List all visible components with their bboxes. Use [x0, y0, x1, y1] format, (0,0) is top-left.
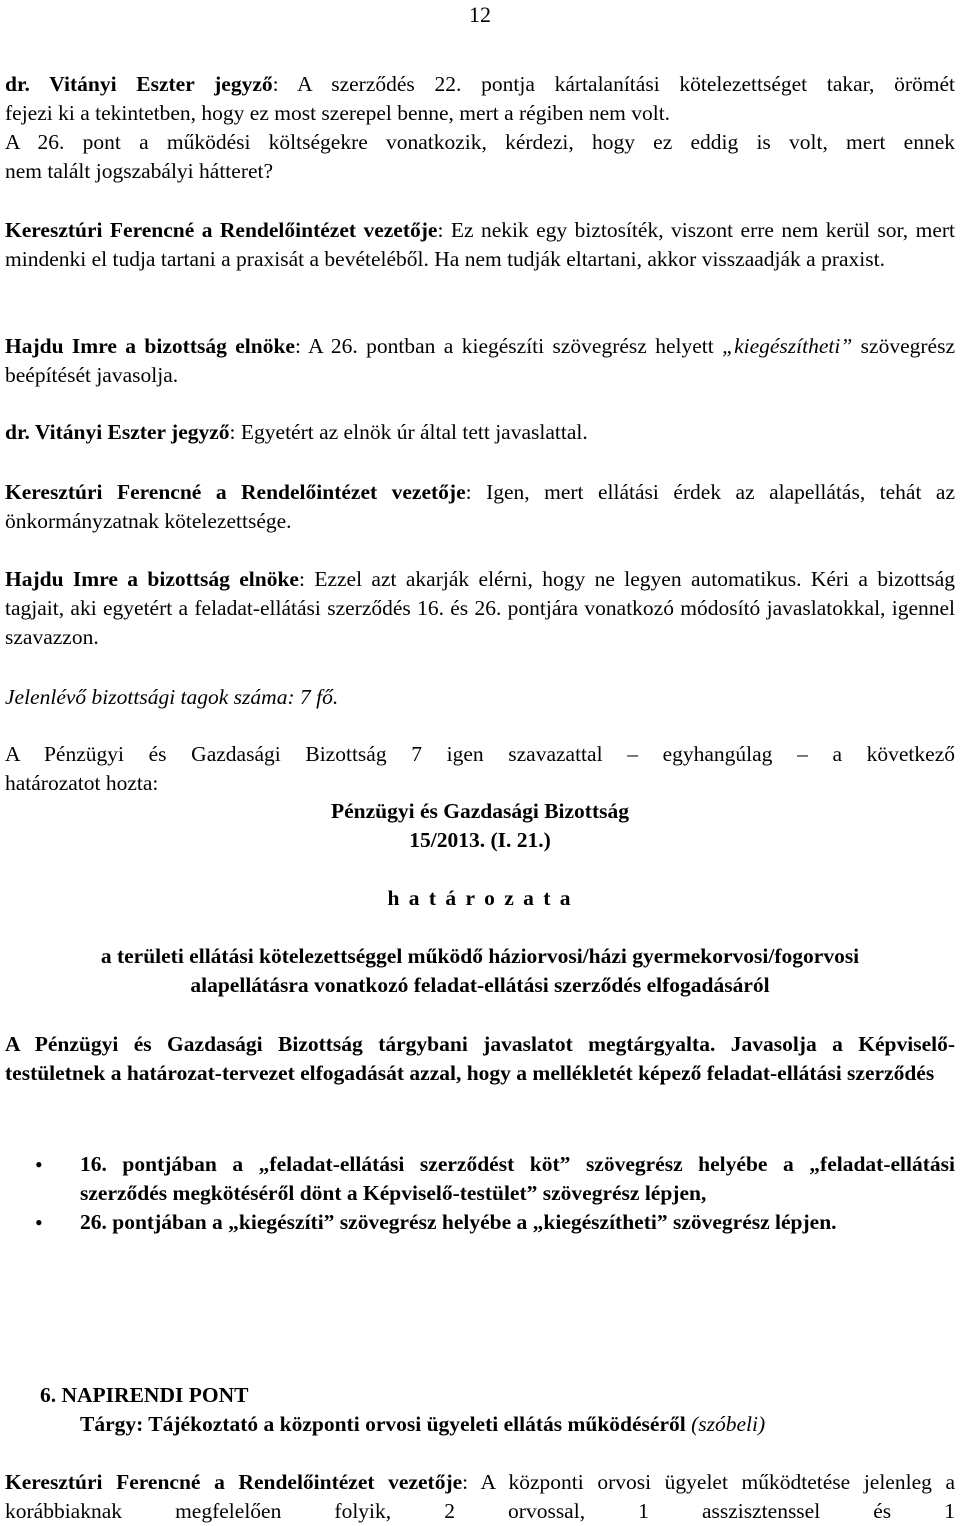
resolution-bullet-1: 16. pontjában a „feladat-ellátási szerződést köt” szövegrész helyébe a „feladat-ellátási szerződés megkötéséről dönt a Képviselő-testület” szövegrész lépjen,: [80, 1152, 955, 1205]
speaker-name: dr. Vitányi Eszter jegyző: [5, 72, 273, 96]
speaker-name: dr. Vitányi Eszter jegyző: [5, 420, 230, 444]
speaker-name: Keresztúri Ferencné a Rendelőintézet vezetője: [5, 480, 466, 504]
speaker-name: Keresztúri Ferencné a Rendelőintézet vezetője: [5, 218, 438, 242]
quoted-term: „kiegészítheti”: [722, 334, 853, 358]
resolution-body: A Pénzügyi és Gazdasági Bizottság tárgybani javaslatot megtárgyalta. Javasolja a Képviselő-testületnek a határozat-tervezet elfogadását azzal, hogy a mellékletét képező feladat-ellátási szerződés: [5, 1032, 955, 1085]
paragraph-director-2: Keresztúri Ferencné a Rendelőintézet vezetője: Igen, mert ellátási érdek az alapellátás, tehát az önkormányzatnak kötelezettsége.: [5, 480, 956, 533]
bullet-icon: •: [35, 1210, 43, 1235]
paragraph-notary-1: dr. Vitányi Eszter jegyző: A szerződés 22. pontja kártalanítási kötelezettséget takar, örömét fejezi ki a tekintetben, hogy ez most szerepel benne, mert a régiben nem volt. A 26. pont a működési költségekre vonatkozik, kérdezi, hogy ez eddig is volt, mert ennek nem talált jogszabályi hátteret?: [5, 72, 955, 183]
paragraph-director-1: Keresztúri Ferencné a Rendelőintézet vezetője: Ez nekik egy biztosíték, viszont erre nem kerül sor, mert mindenki el tudja tartani a praxisát a bevételéből. Ha nem tudják eltartani, akkor visszaadják a praxist.: [5, 218, 956, 271]
present-members: Jelenlévő bizottsági tagok száma: 7 fő.: [5, 685, 339, 709]
paragraph-chair-1: Hajdu Imre a bizottság elnöke: A 26. pontban a kiegészíti szövegrész helyett „kiegészítheti” szövegrész beépítését javasolja.: [5, 334, 955, 387]
speaker-name: Hajdu Imre a bizottság elnöke: [5, 334, 295, 358]
resolution-committee: Pénzügyi és Gazdasági Bizottság: [331, 799, 629, 823]
resolution-label: h a t á r o z a t a: [387, 886, 573, 910]
agenda-heading: 6. NAPIRENDI PONT: [40, 1383, 249, 1407]
resolution-bullet-2: 26. pontjában a „kiegészíti” szövegrész helyébe a „kiegészítheti” szövegrész lépjen.: [80, 1210, 837, 1234]
agenda-subject: Tárgy: Tájékoztató a központi orvosi ügyeleti ellátás működéséről (szóbeli): [80, 1412, 766, 1436]
paragraph-notary-2: dr. Vitányi Eszter jegyző: Egyetért az elnök úr által tett javaslattal.: [5, 420, 588, 444]
paragraph-chair-2: Hajdu Imre a bizottság elnöke: Ezzel azt akarják elérni, hogy ne legyen automatikus. Kéri a bizottság tagjait, aki egyetért a feladat-ellátási szerződés 16. és 26. pontjára vonatkozó módosító javaslatokkal, igennel szavazzon.: [5, 567, 955, 649]
resolution-title: a területi ellátási kötelezettséggel működő háziorvosi/házi gyermekorvosi/fogorvosi alapellátásra vonatkozó feladat-ellátási szerződés elfogadásáról: [100, 944, 860, 997]
speaker-name: Hajdu Imre a bizottság elnöke: [5, 567, 299, 591]
speaker-name: Keresztúri Ferencné a Rendelőintézet vezetője: [5, 1470, 463, 1494]
resolution-number: 15/2013. (I. 21.): [409, 828, 551, 852]
page-number: 12: [469, 2, 491, 27]
paragraph-director-3: Keresztúri Ferencné a Rendelőintézet vezetője: A központi orvosi ügyelet működtetése jelenleg a korábbiaknak megfelelően folyik, 2 orvossal, 1 asszisztenssel és 1: [5, 1470, 956, 1523]
vote-result: A Pénzügyi és Gazdasági Bizottság 7 igen szavazattal – egyhangúlag – a következő határozatot hozta:: [5, 742, 955, 795]
bullet-icon: •: [35, 1152, 43, 1177]
